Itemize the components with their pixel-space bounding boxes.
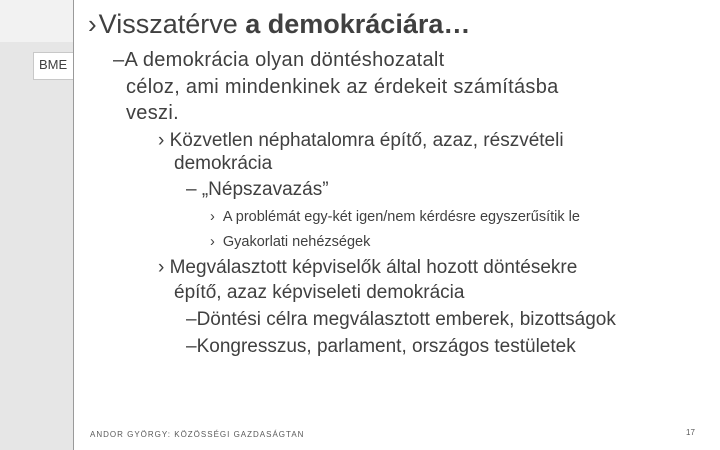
- bullet-l2-sub: [186, 179, 329, 201]
- bullet-text: Közvetlen néphatalomra építő, azaz, részvételi: [169, 130, 564, 151]
- bullet-dash: –: [186, 336, 197, 357]
- bullet-l3: [210, 209, 580, 225]
- bullet-chevron: ›: [210, 209, 215, 225]
- bullet-text: „Népszavazás”: [201, 179, 329, 200]
- slide-title: [88, 9, 470, 40]
- bullet-text: A demokrácia olyan döntéshozatalt: [124, 49, 445, 71]
- bullet-text: Megválasztott képviselők által hozott döntésekre: [169, 257, 578, 278]
- title-chevron: ›: [88, 9, 97, 39]
- bullet-l1: [113, 49, 445, 72]
- page-number: 17: [686, 428, 695, 437]
- bullet-l2-sub: [186, 309, 616, 331]
- bullet-dash: –: [113, 49, 125, 71]
- bullet-text: A problémát egy-két igen/nem kérdésre egyszerűsítik le: [222, 209, 580, 225]
- left-band-top: [0, 0, 73, 42]
- bullet-l2-sub: [186, 336, 576, 358]
- bullet-chevron: ›: [158, 257, 165, 278]
- bullet-l2: [158, 257, 577, 279]
- bullet-text: Gyakorlati nehézségek: [222, 234, 371, 250]
- bullet-l2: [158, 130, 564, 152]
- bullet-l1-cont: veszi.: [126, 102, 179, 124]
- bullet-l2-cont: építő, azaz képviseleti demokrácia: [174, 282, 465, 303]
- footer-text: ANDOR GYÖRGY: KÖZÖSSÉGI GAZDASÁGTAN: [90, 430, 305, 439]
- bullet-dash: –: [186, 179, 197, 200]
- bullet-dash: –: [186, 309, 197, 330]
- bullet-text: Kongresszus, parlament, országos testületek: [196, 336, 576, 357]
- bullet-chevron: ›: [158, 130, 165, 151]
- bullet-l3: [210, 234, 370, 250]
- title-main: a demokráciára…: [245, 9, 471, 39]
- divider-line: [73, 0, 74, 450]
- bullet-l2-cont: demokrácia: [174, 153, 273, 174]
- bullet-l1-cont: céloz, ami mindenkinek az érdekeit számításba: [126, 76, 559, 98]
- brand-label: BME: [39, 57, 68, 72]
- title-prefix: Visszatérve: [98, 9, 246, 39]
- bullet-text: Döntési célra megválasztott emberek, bizottságok: [196, 309, 616, 330]
- bullet-chevron: ›: [210, 234, 215, 250]
